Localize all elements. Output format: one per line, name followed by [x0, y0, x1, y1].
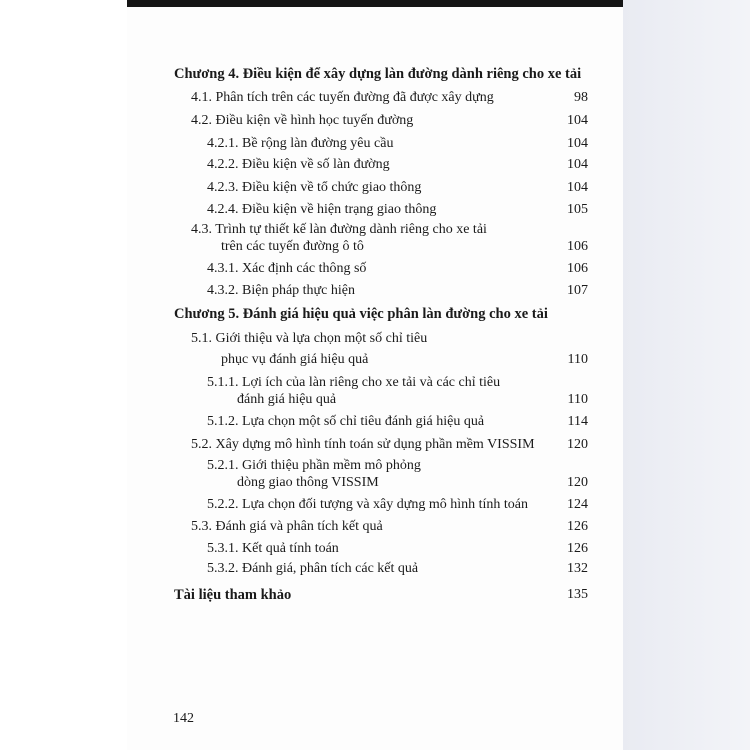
toc-entry: 5.3. Đánh giá và phân tích kết quả: [191, 519, 383, 534]
toc-page-number: 135: [567, 587, 588, 602]
toc-entry: 5.1. Giới thiệu và lựa chọn một số chỉ tiêu: [191, 331, 428, 346]
toc-entry: 5.2. Xây dựng mô hình tính toán sử dụng phần mềm VISSIM: [191, 437, 535, 452]
toc-entry: phục vụ đánh giá hiệu quả: [221, 352, 369, 367]
toc-page-number: 106: [567, 239, 588, 254]
toc-page-number: 120: [567, 475, 588, 490]
toc-page-number: 126: [567, 541, 588, 556]
background-margin: [623, 0, 750, 750]
toc-entry: 4.3. Trình tự thiết kế làn đường dành riêng cho xe tải: [191, 222, 487, 237]
toc-page-number: 114: [567, 414, 588, 429]
toc-entry: 4.3.2. Biện pháp thực hiện: [207, 283, 355, 298]
toc-entry: 5.3.1. Kết quả tính toán: [207, 541, 339, 556]
toc-page-number: 107: [567, 283, 588, 298]
toc-entry: 4.2.4. Điều kiện về hiện trạng giao thông: [207, 202, 437, 217]
toc-chapter-heading: Chương 5. Đánh giá hiệu quả việc phân làn đường cho xe tải: [174, 306, 548, 322]
toc-page-number: 104: [567, 180, 588, 195]
toc-entry: 4.3.1. Xác định các thông số: [207, 261, 367, 276]
toc-page-number: 110: [567, 392, 588, 407]
toc-entry: 5.3.2. Đánh giá, phân tích các kết quả: [207, 561, 419, 576]
toc-entry: 5.2.2. Lựa chọn đối tượng và xây dựng mô hình tính toán: [207, 497, 529, 512]
toc-page-number: 106: [567, 261, 588, 276]
toc-entry: 4.2.3. Điều kiện về tổ chức giao thông: [207, 180, 422, 195]
toc-page-number: 104: [567, 113, 588, 128]
toc-entry: 4.2.2. Điều kiện về số làn đường: [207, 157, 390, 172]
toc-page-number: 98: [574, 90, 588, 105]
toc-chapter-heading: Tài liệu tham khảo: [174, 587, 292, 603]
toc-entry: 4.2. Điều kiện về hình học tuyến đường: [191, 113, 414, 128]
toc-page-number: 126: [567, 519, 588, 534]
toc-entry: đánh giá hiệu quả: [237, 392, 337, 407]
toc-entry: dòng giao thông VISSIM: [237, 475, 379, 490]
page-number: 142: [173, 711, 194, 726]
toc-entry: 4.2.1. Bề rộng làn đường yêu cầu: [207, 136, 394, 151]
toc-entry: 5.2.1. Giới thiệu phần mềm mô phỏng: [207, 458, 421, 473]
toc-page-number: 124: [567, 497, 588, 512]
toc-entry: 5.1.1. Lợi ích của làn riêng cho xe tải và các chỉ tiêu: [207, 375, 501, 390]
toc-entry: 4.1. Phân tích trên các tuyến đường đã được xây dựng: [191, 90, 494, 105]
toc-chapter-heading: Chương 4. Điều kiện để xây dựng làn đường dành riêng cho xe tải: [174, 66, 582, 82]
toc-entry: 5.1.2. Lựa chọn một số chỉ tiêu đánh giá hiệu quả: [207, 414, 485, 429]
toc-page-number: 104: [567, 157, 588, 172]
toc-page-number: 104: [567, 136, 588, 151]
toc-page-number: 120: [567, 437, 588, 452]
toc-page-number: 110: [567, 352, 588, 367]
toc-page-number: 105: [567, 202, 588, 217]
toc-entry: trên các tuyến đường ô tô: [221, 239, 364, 254]
top-edge-bar: [127, 0, 623, 7]
toc-page-number: 132: [567, 561, 588, 576]
